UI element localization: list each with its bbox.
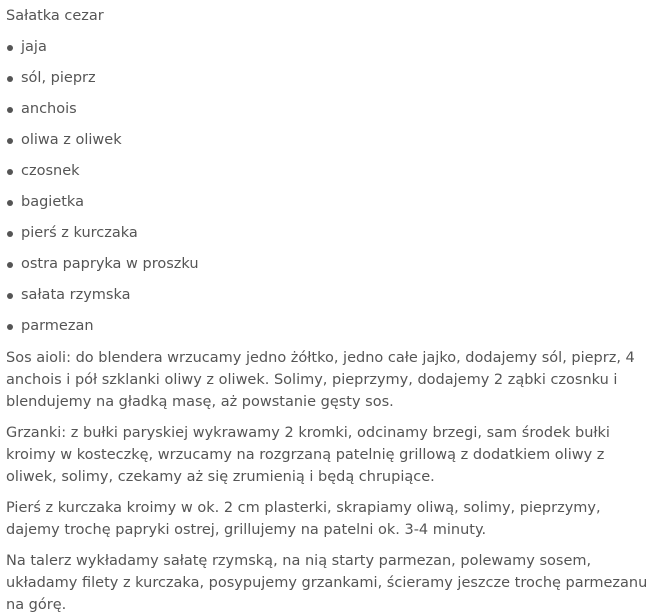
ingredient-label: sól, pieprz xyxy=(21,70,96,86)
list-item xyxy=(6,223,654,254)
list-item xyxy=(6,99,654,130)
list-item xyxy=(6,130,654,161)
list-item xyxy=(6,192,654,223)
step-chicken: Pierś z kurczaka kroimy w ok. 2 cm plasterki, skrapiamy oliwą, solimy, pieprzymy, dajemy trochę papryki ostrej, grillujemy na patelni ok. 3-4 minuty. xyxy=(6,500,601,538)
ingredient-label: czosnek xyxy=(21,163,80,179)
list-item xyxy=(6,285,654,316)
bullet-icon xyxy=(7,138,13,144)
ingredient-list xyxy=(6,37,654,347)
ingredient-label: jaja xyxy=(21,39,47,55)
bullet-icon xyxy=(7,200,13,206)
bullet-icon xyxy=(7,76,13,82)
ingredient-label: parmezan xyxy=(21,318,94,334)
recipe-title: Sałatka cezar xyxy=(6,8,104,24)
list-item xyxy=(6,68,654,99)
list-item xyxy=(6,37,654,68)
bullet-icon xyxy=(7,324,13,330)
ingredient-label: sałata rzymska xyxy=(21,287,131,303)
bullet-icon xyxy=(7,231,13,237)
list-item xyxy=(6,161,654,192)
list-item xyxy=(6,254,654,285)
step-aioli: Sos aioli: do blendera wrzucamy jedno żółtko, jedno całe jajko, dodajemy sól, pieprz, 4 anchois i pół szklanki oliwy z oliwek. Solimy, pieprzymy, dodajemy 2 ząbki czosnku i blendujemy na gładką masę, aż powstanie gęsty sos. xyxy=(6,350,635,410)
bullet-icon xyxy=(7,293,13,299)
bullet-icon xyxy=(7,169,13,175)
step-croutons: Grzanki: z bułki paryskiej wykrawamy 2 kromki, odcinamy brzegi, sam środek bułki kroimy w kosteczkę, wrzucamy na rozgrzaną patelnię grillową z dodatkiem oliwy z oliwek, solimy, czekamy aż się zrumienią i będą chrupiące. xyxy=(6,425,610,485)
ingredient-label: ostra papryka w proszku xyxy=(21,256,199,272)
ingredient-label: oliwa z oliwek xyxy=(21,132,122,148)
step-serving: Na talerz wykładamy sałatę rzymską, na nią starty parmezan, polewamy sosem, układamy filety z kurczaka, posypujemy grzankami, ścieramy jeszcze trochę parmezanu na górę. xyxy=(6,553,648,613)
bullet-icon xyxy=(7,107,13,113)
ingredient-label: bagietka xyxy=(21,194,84,210)
ingredient-label: pierś z kurczaka xyxy=(21,225,138,241)
ingredient-label: anchois xyxy=(21,101,77,117)
bullet-icon xyxy=(7,45,13,51)
list-item xyxy=(6,316,654,347)
recipe-steps xyxy=(6,347,654,616)
bullet-icon xyxy=(7,262,13,268)
